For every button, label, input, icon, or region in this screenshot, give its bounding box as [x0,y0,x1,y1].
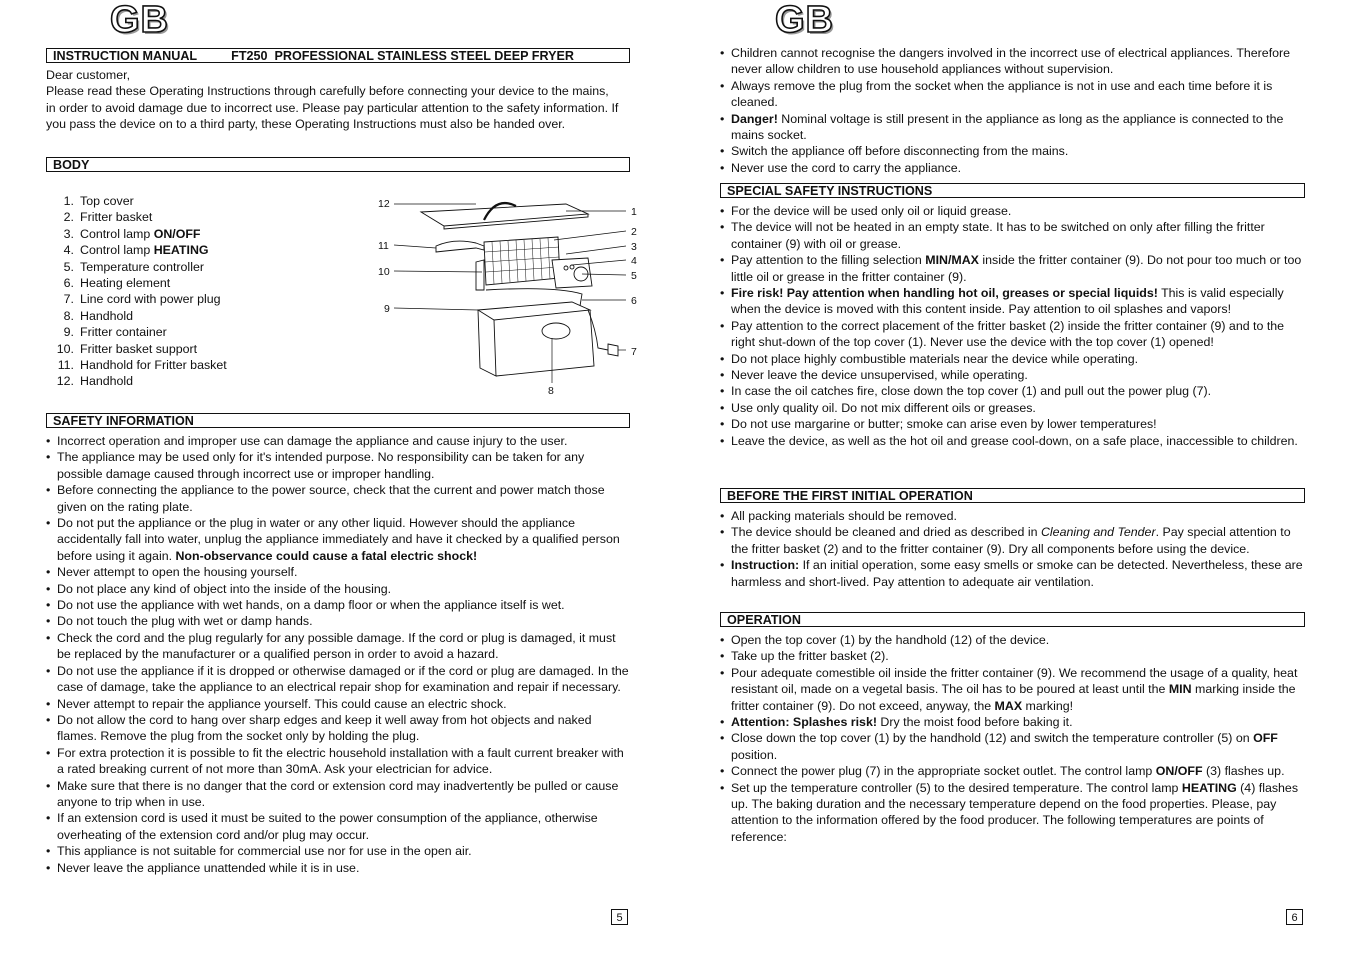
list-item: • Before connecting the appliance to the power source, check that the current and power match those given on the rating plate. [46,482,630,515]
parts-list [46,193,306,390]
list-item: • Fire risk! Pay attention when handling hot oil, greases or special liquids! This is valid especially when the device is moved with this content inside. Pay attention to oil splashes and vapors! [720,285,1305,318]
list-item: • The device should be cleaned and dried as described in Cleaning and Tender. Pay special attention to the fritter basket (2) and to the fritter container (9). Dry all components before using the device. [720,524,1305,557]
callout-label: 3 [631,241,637,253]
list-item: • For extra protection it is possible to fit the electric household installation with a fault current breaker with a rated breaking current of not more than 30mA. Ask your electrician for advice. [46,745,630,778]
part-item [46,226,306,242]
list-item: • Instruction: If an initial operation, some easy smells or smoke can be detected. Nevertheless, these are harmless and short-lived. Pay attention to adequate air ventilation. [720,557,1305,590]
list-item: • Do not use margarine or butter; smoke can arise even by lower temperatures! [720,416,1305,432]
list-item: • Pay attention to the correct placement of the fritter basket (2) inside the fritter container (9) and to the right shut-down of the top cover (1). Never use the device with the top cover (1) opened! [720,318,1305,351]
part-label: Heating element [80,276,171,291]
part-label: Handhold [80,308,134,323]
callout-label: 11 [378,240,389,252]
part-number: 1. [63,194,74,208]
list-item: • This appliance is not suitable for commercial use nor for use in the open air. [46,843,630,859]
callout-label: 4 [631,255,637,267]
list-item: • The appliance may be used only for it's intended purpose. No responsibility can be taken for any possible damage caused through incorrect use or improper handling. [46,449,630,482]
list-item: • If an extension cord is used it must be suited to the power consumption of the appliance, otherwise overheating of the extension cord and/or plug may occur. [46,810,630,843]
special-safety-list [720,203,1305,449]
callout-label: 5 [631,270,637,282]
part-label: Handhold for Fritter basket [80,358,227,373]
operation-list [720,632,1305,845]
list-item: • For the device will be used only oil or liquid grease. [720,203,1305,219]
list-item: • Set up the temperature controller (5) to the desired temperature. The control lamp HEATING (4) flashes up. The baking duration and the necessary temperature depend on the food properties. Please, pay attention to the information offered by the food producer. The following temperatures are points of reference: [720,780,1305,846]
part-item [46,193,306,209]
list-item: • Do not allow the cord to hang over sharp edges and keep it well away from hot objects and naked flames. Remove the plug from the socket only by holding the plug. [46,712,630,745]
part-label: Control lamp HEATING [80,243,209,258]
manual-title: INSTRUCTION MANUAL [53,49,198,63]
part-number: 8. [63,308,74,323]
callout-label: 2 [631,226,637,238]
part-number: 5. [63,259,74,274]
callout-label: 12 [378,198,390,210]
list-item: • All packing materials should be removed. [720,508,1305,524]
part-number: 10. [56,341,74,356]
list-item: • In case the oil catches fire, close down the top cover (1) and pull out the power plug (7). [720,383,1305,399]
part-label: Fritter container [80,325,167,340]
list-item: • Never attempt to repair the appliance yourself. This could cause an electric shock. [46,696,630,712]
part-number: 4. [63,243,74,258]
list-item: • Make sure that there is no danger that the cord or extension cord may inadvertently be pulled or cause anyone to trip when in use. [46,778,630,811]
callout-label: 1 [631,206,637,218]
intro-greeting: Dear customer, [46,68,131,82]
list-item: • Do not use the appliance with wet hands, on a damp floor or when the appliance itself is wet. [46,597,630,613]
part-label: Temperature controller [80,259,204,274]
list-item: • Do not place any kind of object into the inside of the housing. [46,581,630,597]
list-item: • Connect the power plug (7) in the appropriate socket outlet. The control lamp ON/OFF (3) flashes up. [720,763,1305,779]
list-item: • Open the top cover (1) by the handhold (12) of the device. [720,632,1305,648]
part-item [46,357,306,373]
list-item: • Do not use the appliance if it is dropped or otherwise damaged or if the cord or plug are damaged. In the case of damage, take the appliance to an electrical repair shop for examination and repair if necessary. [46,663,630,696]
list-item: • Do not touch the plug with wet or damp hands. [46,613,630,629]
list-item: • Attention: Splashes risk! Dry the moist food before baking it. [720,714,1305,730]
part-item [46,324,306,340]
body-heading: BODY [46,157,630,172]
operation-heading: OPERATION [720,612,1305,627]
part-label: Top cover [80,194,134,208]
callout-label: 10 [378,266,390,278]
before-first-operation-list [720,508,1305,590]
part-number: 7. [63,292,74,307]
title-bar [46,48,630,63]
list-item: • Never use the cord to carry the appliance. [720,160,1305,176]
list-item: • Never attempt to open the housing yourself. [46,564,630,580]
part-number: 11. [57,358,74,373]
product-title: FT250 PROFESSIONAL STAINLESS STEEL DEEP FRYER [231,49,575,63]
part-number: 9. [63,325,74,340]
list-item: • Switch the appliance off before disconnecting from the mains. [720,143,1305,159]
list-item: • Never leave the device unsupervised, while operating. [720,367,1305,383]
part-label: Control lamp ON/OFF [80,226,201,241]
part-item [46,275,306,291]
page-number: 6 [1286,909,1303,925]
safety-heading: SAFETY INFORMATION [46,413,630,428]
list-item: • Do not put the appliance or the plug in water or any other liquid. However should the appliance accidentally fall into water, unplug the appliance immediately and have it checked by a qualified person before using it again. Non-observance could cause a fatal electric shock! [46,515,630,564]
part-number: 12. [56,374,74,389]
intro [46,67,630,133]
callout-label: 8 [548,385,554,397]
list-item: • Do not place highly combustible materials near the device while operating. [720,351,1305,367]
list-item: • Take up the fritter basket (2). [720,648,1305,664]
list-item: • Children cannot recognise the dangers involved in the incorrect use of electrical appliances. Therefore never allow children to use household appliances without supervision. [720,45,1305,78]
callout-label: 7 [631,346,637,358]
part-number: 2. [63,210,74,225]
list-item: • Always remove the plug from the socket when the appliance is not in use and each time before it is cleaned. [720,78,1305,111]
part-item [46,291,306,307]
part-item [46,242,306,258]
part-item [46,341,306,357]
list-item: • Never leave the appliance unattended while it is in use. [46,860,630,876]
list-item: • Use only quality oil. Do not mix different oils or greases. [720,400,1305,416]
list-item: • Incorrect operation and improper use can damage the appliance and cause injury to the user. [46,433,630,449]
part-number: 3. [63,226,74,241]
page-number: 5 [611,909,628,925]
list-item: • Danger! Nominal voltage is still present in the appliance as long as the appliance is connected to the mains socket. [720,111,1305,144]
fryer-diagram [326,190,636,400]
gb-language-label: GB [775,0,834,41]
list-item: • Close down the top cover (1) by the handhold (12) and switch the temperature controller (5) on OFF position. [720,730,1305,763]
part-item [46,373,306,389]
general-safety-list [720,45,1305,176]
list-item: • Pour adequate comestible oil inside the fritter container (9). We recommend the usage of a quality, heat resistant oil, made on a vegetal basis. The oil has to be poured at least until the MIN marking inside the fritter container (9). Do not exceed, anyway, the MAX marking! [720,665,1305,714]
callout-label: 9 [384,303,390,315]
before-first-operation-heading: BEFORE THE FIRST INITIAL OPERATION [720,488,1305,503]
safety-list [46,433,630,876]
part-item [46,308,306,324]
part-item [46,259,306,275]
part-label: Fritter basket [80,210,153,225]
list-item: • Leave the device, as well as the hot oil and grease cool-down, on a safe place, inaccessible to children. [720,433,1305,449]
part-label: Fritter basket support [80,341,198,356]
part-label: Line cord with power plug [80,292,221,307]
part-item [46,209,306,225]
list-item: • Pay attention to the filling selection MIN/MAX inside the fritter container (9). Do not pour too much or too little oil or grease in the fritter container (9). [720,252,1305,285]
callout-label: 6 [631,295,637,307]
intro-text: Please read these Operating Instructions through carefully before connecting your device to the mains, in order to avoid damage due to incorrect use. Please pay particular attention to the safety information. If you pass the device on to a third party, these Operating Instructions must also be handed over. [46,84,619,132]
part-label: Handhold [80,374,134,389]
list-item: • Check the cord and the plug regularly for any possible damage. If the cord or plug is damaged, it must be replaced by the manufacturer or a qualified person in order to avoid a hazard. [46,630,630,663]
list-item: • The device will not be heated in an empty state. It has to be switched on only after filling the fritter container (9) with oil or grease. [720,219,1305,252]
gb-language-label: GB [110,0,169,41]
part-number: 6. [63,276,74,291]
special-safety-heading: SPECIAL SAFETY INSTRUCTIONS [720,183,1305,198]
